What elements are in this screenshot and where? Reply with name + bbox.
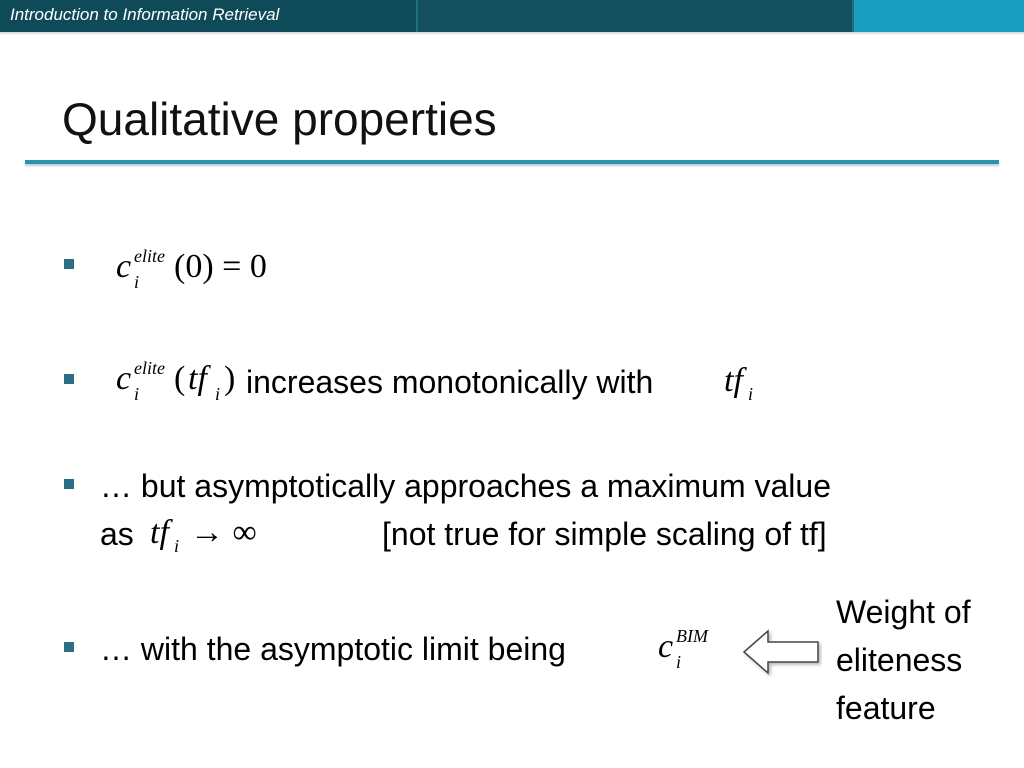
course-title: Introduction to Information Retrieval: [10, 5, 280, 24]
bullet-note-3: [not true for simple scaling of tf]: [382, 516, 827, 552]
callout-text: [836, 588, 1021, 732]
callout-line-1: Weight of: [836, 594, 971, 630]
slide-title: Qualitative properties: [62, 93, 497, 145]
title-underline: [25, 160, 999, 164]
bullet-text-3-prefix: as: [100, 516, 134, 552]
bullet-marker-1: [64, 259, 74, 269]
bullet-text-3-line1: … but asymptotically approaches a maximum value: [100, 468, 831, 504]
header-segment-right: [854, 0, 1024, 32]
bullet-text-4: … with the asymptotic limit being: [100, 631, 566, 667]
header-shadow: [0, 32, 1024, 35]
bullet-text-2: increases monotonically with: [246, 364, 654, 400]
bullet-marker-2: [64, 374, 74, 384]
left-arrow-icon: [742, 629, 822, 677]
callout-line-3: feature: [836, 690, 936, 726]
bullet-marker-4: [64, 642, 74, 652]
callout-line-2: eliteness: [836, 642, 963, 678]
header-segment-middle: [418, 0, 852, 32]
bullet-marker-3: [64, 479, 74, 489]
